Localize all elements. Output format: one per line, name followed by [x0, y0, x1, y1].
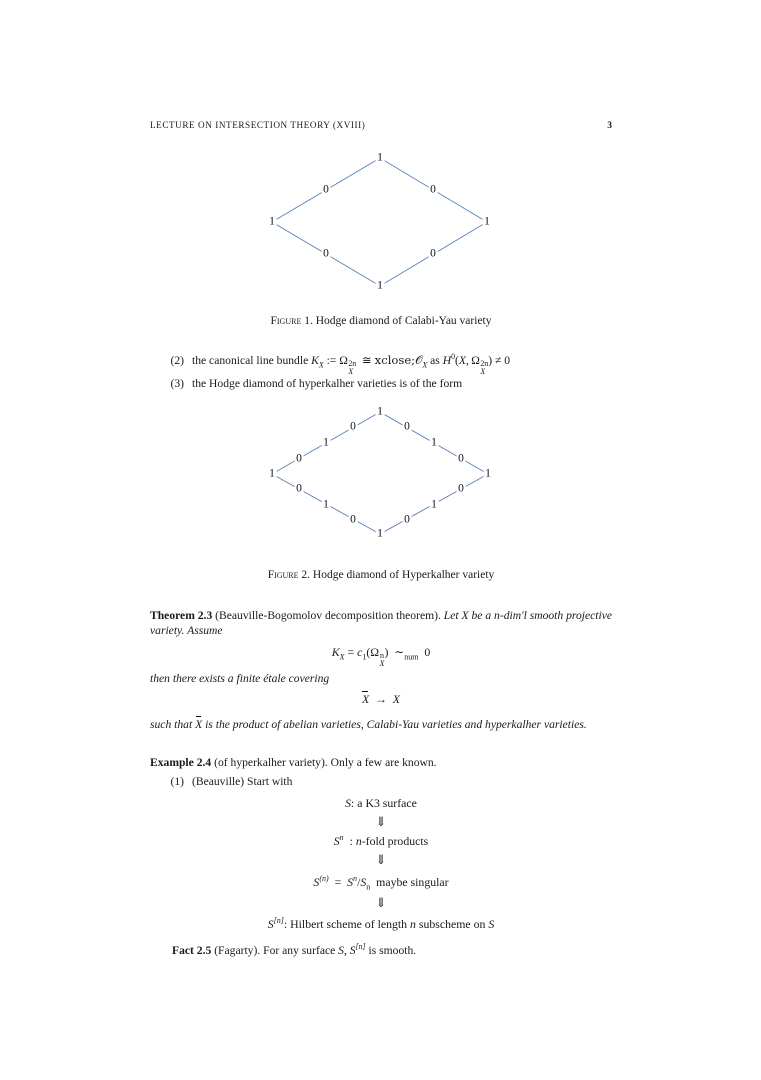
hodge-node-lower-right: 0	[430, 247, 436, 260]
theorem-2-3-statement-1: Let X be a n-dim'l smooth projective variety. Assume	[150, 609, 613, 638]
list-item-3	[150, 376, 612, 391]
hodge-node-upper-right: 0	[430, 183, 436, 196]
running-head	[150, 120, 612, 136]
hk-node-upper-right-2: 0	[458, 452, 464, 465]
example-2-4-item-1-body: (Beauville) Start with	[192, 775, 293, 788]
chain-line-3: $S^{(n)} = S^n/S_n$ maybe singular	[313, 874, 449, 892]
chain-arrow-2: ⇓	[375, 852, 387, 867]
list-item-3-body: the Hodge diamond of hyperkalher varieties is of the form	[192, 376, 463, 390]
hodge-node-lower-left: 0	[323, 247, 329, 260]
chain-arrow-1: ⇓	[375, 814, 387, 829]
hodge-diamond-calabi-yau-edges	[150, 150, 612, 295]
example-2-4-label: Example 2.4	[150, 756, 212, 769]
hk-node-upper-right-0: 0	[404, 420, 410, 433]
fact-2-5-paragraph	[172, 944, 612, 959]
hk-node-top: 1	[377, 405, 383, 418]
hodge-diamond-hyperkalher-edges	[150, 404, 612, 539]
hk-node-upper-left-2: 0	[296, 452, 302, 465]
theorem-2-3-display-1: $K_X = c_1(\Omega$ n X ) $\sim_{num}$ 0	[331, 645, 431, 668]
list-item-2	[150, 353, 612, 376]
figure-1-caption-text: Hodge diamond of Calabi-Yau variety	[315, 315, 492, 327]
figure-2-caption-text: Hodge diamond of Hyperkalher variety	[312, 569, 495, 581]
hk-node-lower-left-0: 0	[296, 482, 302, 495]
fact-2-5-attribution: (Fagarty).	[214, 944, 261, 957]
theorem-2-3-display-2: X → X	[361, 692, 401, 706]
hodge-node-upper-left: 0	[323, 183, 329, 196]
hodge-diamond-calabi-yau	[150, 150, 612, 295]
hk-node-lower-right-0: 0	[458, 482, 464, 495]
fact-2-5-text: For any surface S, S[n] is smooth.	[263, 942, 417, 957]
figure-1-caption	[150, 315, 612, 327]
hk-node-right: 1	[485, 467, 491, 480]
theorem-2-3-statement-3: such that X is the product of abelian varieties, Calabi-Yau varieties and hyperkalher varieties.	[150, 718, 587, 731]
hk-node-lower-left-1: 1	[323, 498, 329, 511]
chain-line-4: S[n]: Hilbert scheme of length n subscheme on S	[267, 916, 495, 931]
chain-line-1: S: a K3 surface	[345, 796, 417, 810]
example-2-4-attribution: (of hyperkalher variety).	[214, 756, 328, 769]
page-number: 3	[607, 121, 612, 131]
example-2-4-list	[150, 774, 612, 789]
chain-arrow-3: ⇓	[375, 895, 387, 910]
example-2-4-paragraph	[150, 755, 612, 770]
hk-node-left: 1	[269, 467, 275, 480]
theorem-2-3-label: Theorem 2.3	[150, 609, 213, 622]
hk-node-upper-right-1: 1	[431, 436, 437, 449]
example-2-4-item-1	[150, 774, 612, 789]
list-item-3-marker: (3)	[170, 376, 184, 390]
hodge-node-bottom: 1	[377, 279, 383, 292]
example-2-4-item-1-marker: (1)	[170, 775, 184, 788]
list-item-2-marker: (2)	[170, 354, 184, 367]
hodge-node-top: 1	[377, 151, 383, 164]
hodge-node-right: 1	[484, 215, 490, 228]
hodge-node-left: 1	[269, 215, 275, 228]
hodge-diamond-hyperkalher	[150, 404, 612, 539]
hk-node-lower-right-2: 0	[404, 513, 410, 526]
running-head-title: LECTURE ON INTERSECTION THEORY (XVIII)	[150, 120, 366, 130]
chain-line-2: $S^n$ : n-fold products	[333, 833, 429, 848]
figure-1-caption-label: Figure 1.	[270, 315, 313, 327]
hk-node-lower-left-2: 0	[350, 513, 356, 526]
hk-node-upper-left-1: 1	[323, 436, 329, 449]
figure-2-caption-label: Figure 2.	[267, 569, 311, 581]
list-item-2-body: the canonical line bundle $K_X$ := Ω 2n X ≅ xclose;𝒪$_X$ as $H^0(X$, Ω 2n X ) ≠ 0	[192, 352, 511, 376]
hk-node-bottom: 1	[377, 527, 383, 540]
theorem-2-3-attribution: (Beauville-Bogomolov decomposition theorem).	[215, 609, 441, 622]
hk-node-lower-right-1: 1	[431, 498, 437, 511]
theorem-2-3-paragraph	[150, 608, 612, 638]
figure-2	[150, 404, 612, 594]
figure-2-caption	[150, 569, 612, 581]
theorem-2-3-statement-2: then there exists a finite étale covering	[150, 672, 330, 685]
hk-node-upper-left-0: 0	[350, 420, 356, 433]
fact-2-5-label: Fact 2.5	[172, 944, 212, 957]
numbered-list-continued	[150, 353, 612, 391]
example-2-4-text: Only a few are known.	[330, 756, 437, 769]
figure-1	[150, 150, 612, 335]
